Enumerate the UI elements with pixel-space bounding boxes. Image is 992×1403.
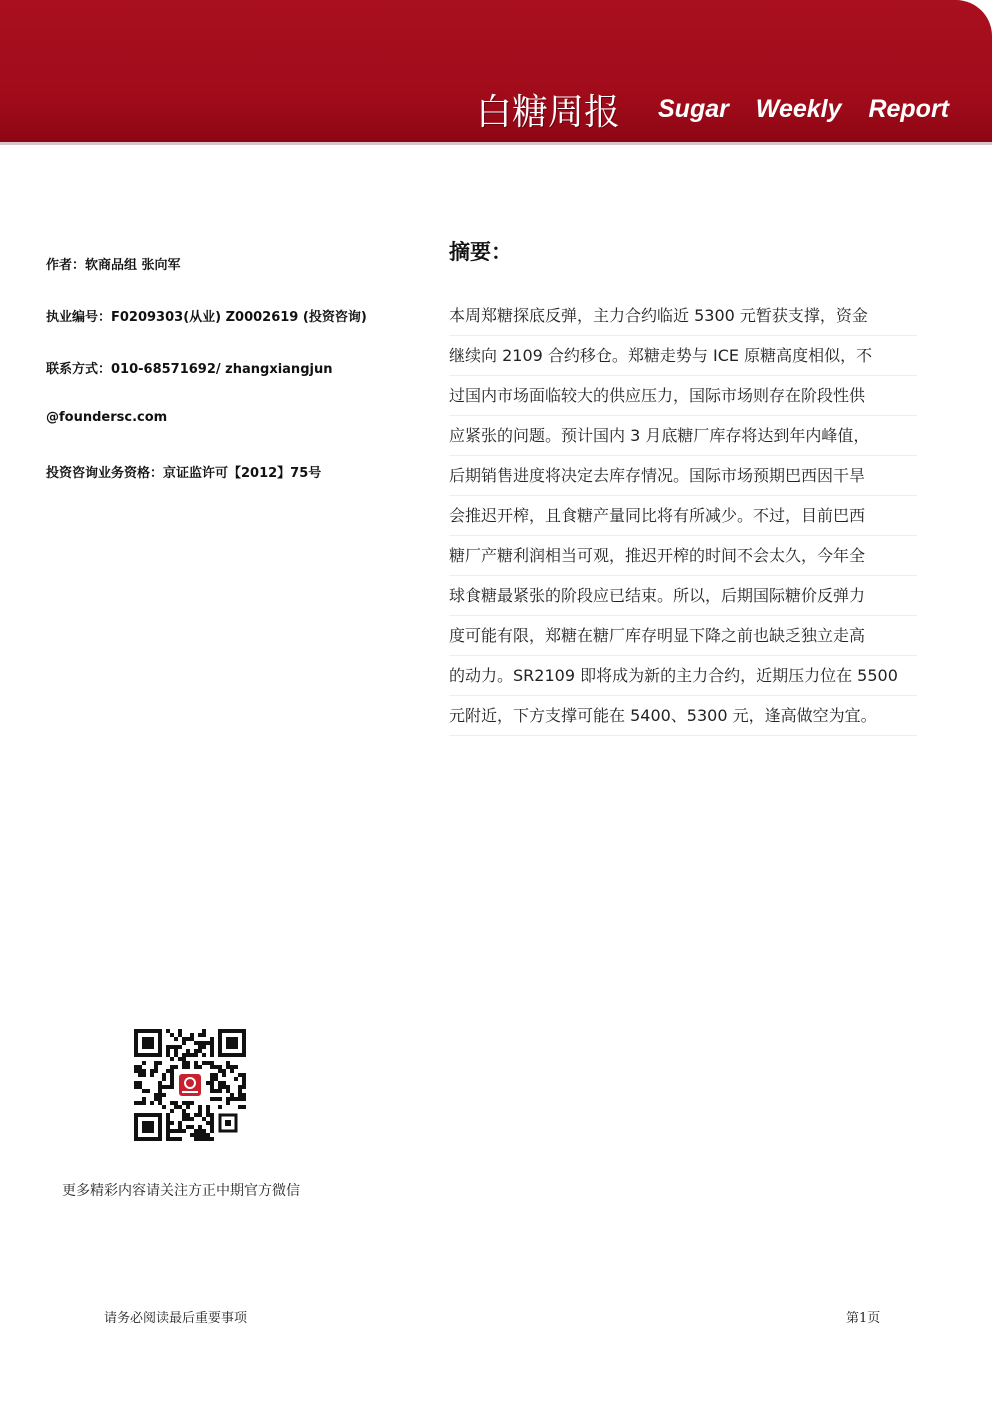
abstract-line: 会推迟开榨，且食糖产量同比将有所减少。不过，目前巴西	[449, 496, 917, 536]
report-title-cn: 白糖周报	[476, 92, 621, 133]
qualification-line: 投资咨询业务资格：京证监许可【2012】75号	[46, 466, 322, 481]
qr-code-icon	[134, 1029, 246, 1141]
abstract-line: 度可能有限，郑糖在糖厂库存明显下降之前也缺乏独立走高	[449, 616, 917, 656]
email-line: @foundersc.com	[46, 410, 168, 425]
qr-caption: 更多精彩内容请关注方正中期官方微信	[62, 1183, 300, 1199]
abstract-line: 元附近，下方支撑可能在 5400、5300 元，逢高做空为宜。	[449, 696, 917, 736]
abstract-heading: 摘要：	[449, 240, 512, 264]
author-line: 作者：软商品组 张向军	[46, 258, 181, 273]
footer-notice: 请务必阅读最后重要事项	[104, 1311, 248, 1326]
abstract-line: 糖厂产糖利润相当可观，推迟开榨的时间不会太久，今年全	[449, 536, 917, 576]
abstract-line: 球食糖最紧张的阶段应已结束。所以，后期国际糖价反弹力	[449, 576, 917, 616]
abstract-line: 过国内市场面临较大的供应压力，国际市场则存在阶段性供	[449, 376, 917, 416]
abstract-body	[449, 296, 917, 736]
page-number: 第1页	[846, 1311, 881, 1326]
license-line: 执业编号：F0209303(从业) Z0002619 (投资咨询)	[46, 310, 367, 325]
header-band	[0, 0, 992, 142]
abstract-line: 的动力。SR2109 即将成为新的主力合约，近期压力位在 5500	[449, 656, 917, 696]
abstract-line: 应紧张的问题。预计国内 3 月底糖厂库存将达到年内峰值，	[449, 416, 917, 456]
contact-line: 联系方式：010-68571692/ zhangxiangjun	[46, 362, 333, 377]
abstract-line: 本周郑糖探底反弹，主力合约临近 5300 元暂获支撑，资金	[449, 296, 917, 336]
report-title-en: Sugar Weekly Report	[658, 95, 950, 123]
abstract-line: 后期销售进度将决定去库存情况。国际市场预期巴西因干旱	[449, 456, 917, 496]
abstract-line: 继续向 2109 合约移仓。郑糖走势与 ICE 原糖高度相似，不	[449, 336, 917, 376]
